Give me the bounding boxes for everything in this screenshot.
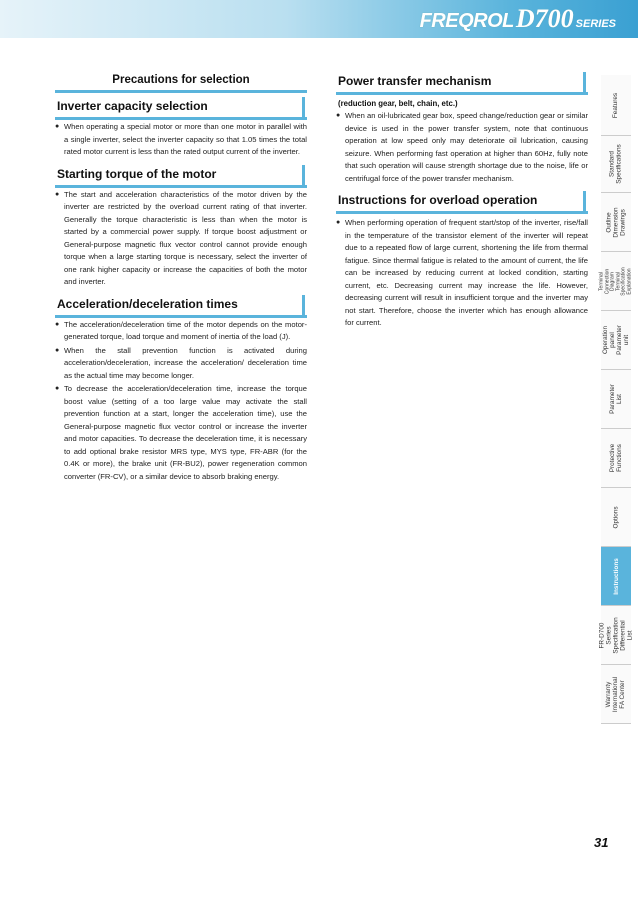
tab-parameter-list[interactable]	[601, 370, 631, 429]
bullet-text: ● When operating a special motor or more than one motor in parallel with a single inverter, select the inverter capacity so that 1.05 times the total rated motor current is less than the rated output current of the inverter.	[55, 121, 307, 159]
brand-logo	[420, 4, 616, 34]
tab-label: Options	[612, 505, 620, 529]
tab-label: Outline Dimension Drawings	[605, 206, 627, 238]
tab-label: FR-D700 Series Specification Differential List	[598, 616, 634, 654]
header-band	[0, 0, 638, 38]
tab-label: Warranty International FA Center	[605, 676, 627, 712]
tab-protective-functions[interactable]	[601, 429, 631, 488]
tab-label: Operation panel Parameter unit	[602, 325, 630, 355]
brand-freqrol: FREQROL	[419, 10, 514, 32]
tab-outline-dimension-drawings[interactable]	[601, 193, 631, 252]
tab-label: Protective Functions	[609, 443, 623, 473]
tab-operation-panel[interactable]	[601, 311, 631, 370]
bullet-text: ● The start and acceleration characteristics of the motor driven by the inverter are restricted by the overload current rating of that inverter. Generally the torque characteristic is less than when the motor is started by a commercial power supply. If torque boost adjustment or General-purpose magnetic flux vector control cannot provide enough torque when a large starting torque is necessary, select the inverter of one rank higher capacity or increase the capacities of both the motor and inverter.	[55, 189, 307, 289]
tab-label: Features	[612, 92, 620, 118]
page-number: 31	[594, 835, 609, 850]
page-title: Precautions for selection	[55, 72, 307, 93]
section-heading: Starting torque of the motor	[55, 165, 307, 188]
section-heading: Instructions for overload operation	[336, 191, 588, 214]
bullet-text: ● When an oil-lubricated gear box, speed change/reduction gear or similar device is used in the power transfer system, note that continuous operation at low speed only may deteriorate oil lubrication, causing seizure. When performing fast operation at higher than 60Hz, fully note that such operation will cause strength shortage due to the noise, life or centrifugal force of the power transfer mechanism.	[336, 110, 588, 185]
right-column	[336, 72, 588, 330]
tab-options[interactable]	[601, 488, 631, 547]
section-heading: Power transfer mechanism	[336, 72, 588, 95]
bullet-text: ● To decrease the acceleration/deceleration time, increase the torque boost value (setting of a too large value may activate the stall prevention function at a start, longer the acceleration time), use the General-purpose magnetic flux vector control or increase the inverter and motor capacities. To decrease the deceleration time, it is necessary to add optional brake resistor MRS type, MYS type, FR-ABR (for the 0.4K or more), the brake unit (FR-BU2), power regeneration common converter (FR-CV), or a similar device to absorb braking energy.	[55, 383, 307, 483]
section-heading: Inverter capacity selection	[55, 97, 307, 120]
brand-model: D700	[515, 4, 574, 33]
tab-instructions[interactable]	[601, 547, 631, 606]
section-heading: Acceleration/deceleration times	[55, 295, 307, 318]
brand-series: SERIES	[575, 18, 616, 30]
left-column	[55, 72, 307, 483]
tab-label: Parameter List	[609, 384, 623, 414]
bullet-text: ● When the stall prevention function is activated during acceleration/deceleration, increase the acceleration/ deceleration time as the actual time may become longer.	[55, 345, 307, 383]
bullet-text: ● When performing operation of frequent start/stop of the inverter, rise/fall in the temperature of the transistor element of the inverter will repeat due to a repeated flow of large current, shortening the life from thermal fatigue. Since thermal fatigue is related to the amount of current, the life can be increased by reducing current at locked condition, starting current, etc. Decreasing current may increase the life. However, decreasing current will result in insufficient torque and the inverter may not start. Therefore, choose the inverter which has enough allowance for current.	[336, 217, 588, 330]
tab-label: Standard Specifications	[609, 144, 623, 184]
section-subheading: (reduction gear, belt, chain, etc.)	[338, 99, 458, 108]
bullet-text: ● The acceleration/deceleration time of the motor depends on the motor-generated torque, load torque and moment of inertia of the load (J).	[55, 319, 307, 344]
tab-warranty[interactable]	[601, 665, 631, 724]
tab-label: Instructions	[612, 557, 620, 595]
tab-standard-specifications[interactable]	[601, 136, 631, 193]
tab-label: Terminal Connection Diagram Terminal Specification Explanation	[598, 266, 632, 296]
tab-specification-differential-list[interactable]	[598, 606, 634, 665]
tab-terminal-connection[interactable]	[598, 252, 632, 311]
chapter-tabs	[598, 75, 634, 724]
tab-features[interactable]	[601, 75, 631, 136]
